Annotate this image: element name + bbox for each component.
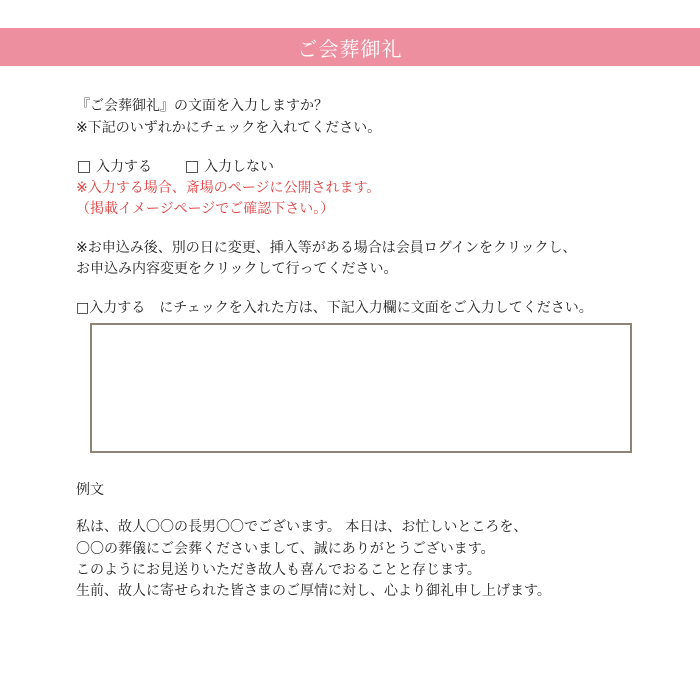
intro-question: 『ご会葬御礼』の文面を入力しますか？ [76, 98, 328, 114]
example-line-4: 生前、故人に寄せられた皆さまのご厚情に対し、心より御礼申し上げます。 [76, 583, 551, 599]
message-textarea[interactable] [90, 323, 632, 453]
input-choice-group [78, 157, 274, 177]
intro-instruction: ※下記のいずれかにチェックを入れてください。 [76, 120, 382, 136]
change-note-line2: お申込み内容変更をクリックして行ってください。 [76, 261, 398, 277]
input-yes-checkbox[interactable] [78, 161, 90, 173]
input-no-checkbox[interactable] [186, 161, 198, 173]
change-note-line1: ※お申込み後、別の日に変更、挿入等がある場合は会員ログインをクリックし、 [76, 240, 577, 256]
input-yes-label: 入力する [96, 159, 152, 175]
input-no-option[interactable] [186, 157, 274, 177]
example-heading: 例文 [76, 482, 104, 498]
header-bar [0, 28, 700, 66]
preview-notice: （掲載イメージページでご確認下さい。） [76, 201, 335, 217]
example-line-2: 〇〇の葬儀にご会葬くださいまして、誠にありがとうございます。 [76, 541, 495, 557]
input-no-label: 入力しない [204, 159, 274, 175]
input-instruction: □入力する にチェックを入れた方は、下記入力欄に文面をご入力してください。 [76, 300, 593, 316]
publish-notice: ※入力する場合、斎場のページに公開されます。 [76, 180, 381, 196]
input-yes-option[interactable] [78, 157, 152, 177]
example-line-3: このようにお見送りいただき故人も喜んでおることと存じます。 [76, 562, 481, 578]
page-title: ご会葬御礼 [297, 36, 403, 61]
example-line-1: 私は、故人〇〇の長男〇〇でございます。 本日は、お忙しいところを、 [76, 519, 528, 535]
